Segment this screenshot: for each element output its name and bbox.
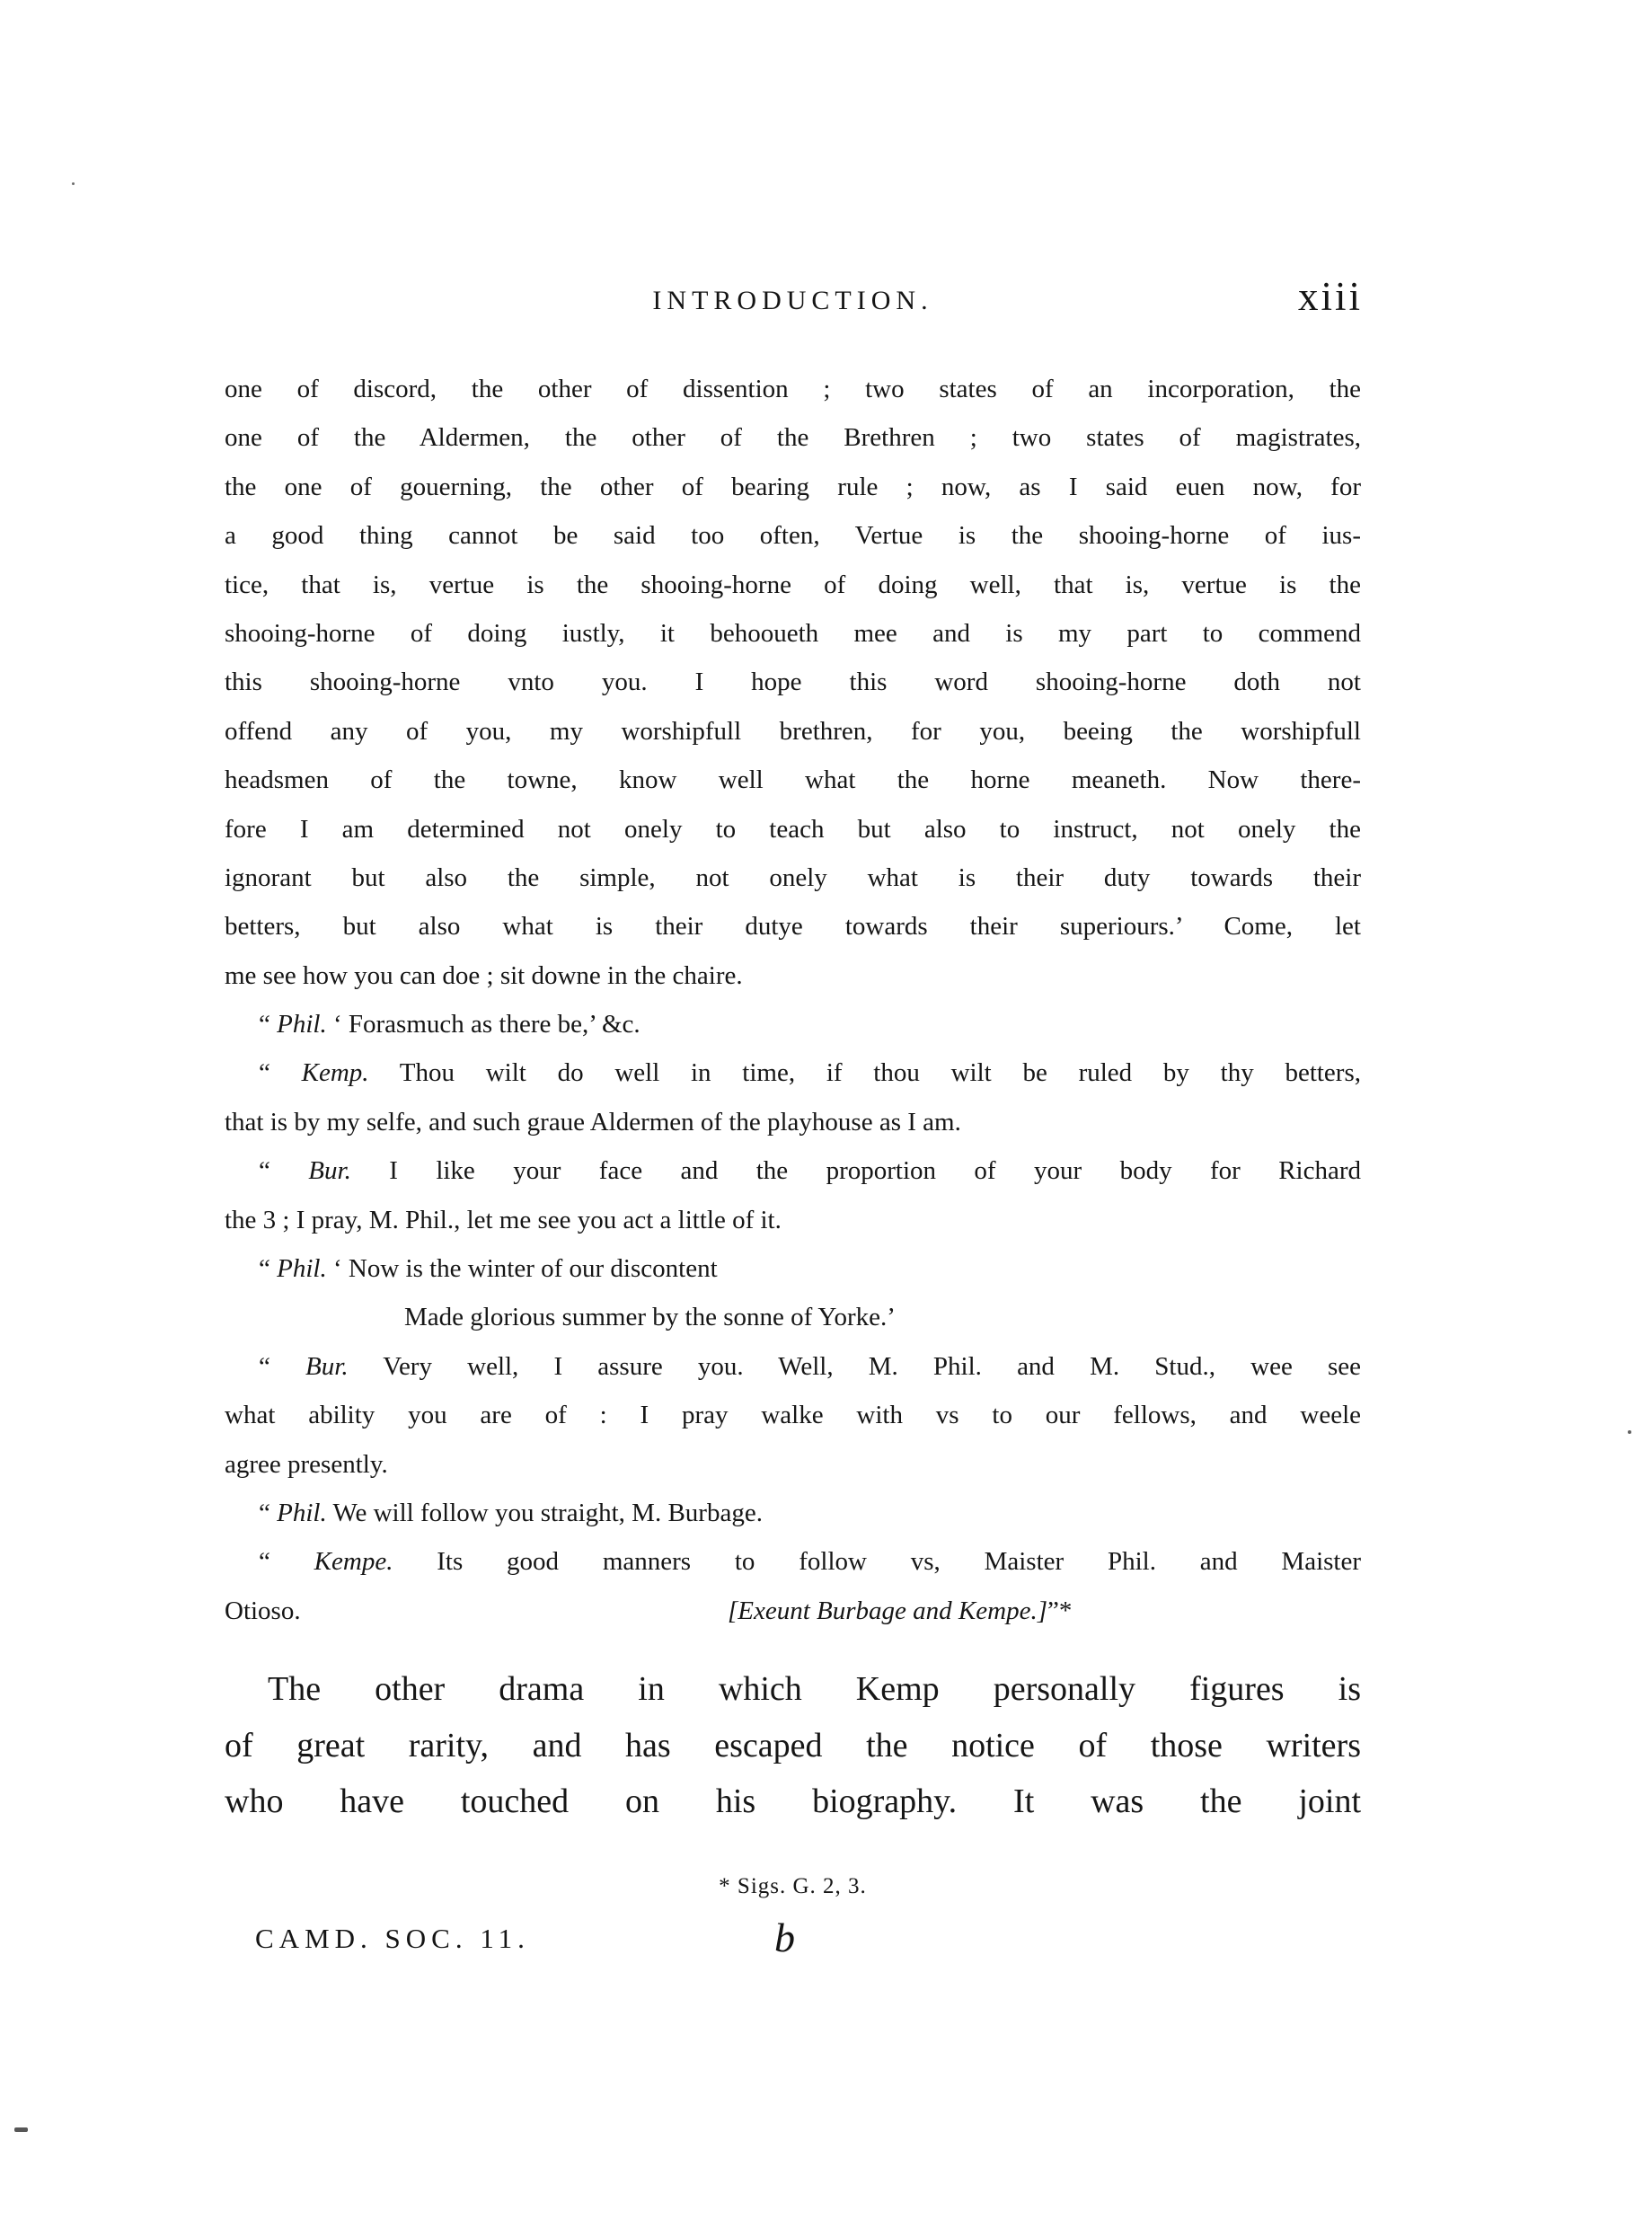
scan-speck [1628, 1430, 1631, 1434]
paragraph-line: one of the Aldermen, the other of the Brethren ; two states of magistrates, [225, 423, 1361, 453]
dialogue-line: what ability you are of : I pray walke with vs to our fellows, and weele [225, 1401, 1361, 1430]
paragraph-line: fore I am determined not onely to teach but also to instruct, not onely the [225, 814, 1361, 844]
page-number: xiii [1297, 274, 1363, 319]
paragraph-line: offend any of you, my worshipfull brethren, for you, beeing the worshipfull [225, 716, 1361, 746]
paragraph-line: the one of gouerning, the other of bearing rule ; now, as I said euen now, for [225, 472, 1361, 501]
paragraph-line: tice, that is, vertue is the shooing-horne of doing well, that is, vertue is the [225, 570, 1361, 599]
paragraph-line: betters, but also what is their dutye towards their superiours.’ Come, let [225, 912, 1361, 942]
paragraph-line: this shooing-horne vnto you. I hope this word shooing-horne doth not [225, 668, 1361, 697]
footer [225, 1915, 1361, 1969]
dialogue-line: Otioso. [Exeunt Burbage and Kempe.]”* [225, 1587, 1361, 1635]
dialogue-line: “ Phil. ‘ Forasmuch as there be,’ &c. [259, 1010, 640, 1039]
imprint: CAMD. SOC. 11. [255, 1923, 530, 1954]
paragraph-line: ignorant but also the simple, not onely what is their duty towards their [225, 862, 1361, 892]
dialogue-line: “ Bur. Very well, I assure you. Well, M. Phil. and M. Stud., wee see [259, 1351, 1361, 1381]
speaker-name: Phil. [277, 1010, 327, 1039]
page-title: INTRODUCTION. [652, 286, 933, 315]
scan-speck [72, 182, 75, 185]
closing-paragraph [225, 1661, 1361, 1830]
dialogue-line: agree presently. [225, 1449, 388, 1479]
closing-paragraph-line: of great rarity, and has escaped the notice of those writers [225, 1726, 1361, 1765]
dialogue-line: that is by my selfe, and such graue Aldermen of the playhouse as I am. [225, 1107, 961, 1137]
dialogue-line: the 3 ; I pray, M. Phil., let me see you act a little of it. [225, 1205, 782, 1234]
speaker-name: Bur. [305, 1351, 349, 1381]
stage-direction: [Exeunt Burbage and Kempe.]”* [728, 1596, 1073, 1625]
running-header [225, 274, 1363, 319]
speaker-name: Phil. [277, 1254, 327, 1284]
speaker-name: Kemp. [301, 1058, 369, 1088]
closing-paragraph-line: who have touched on his biography. It was the joint [225, 1782, 1361, 1820]
dialogue-line: “ Bur. I like your face and the proportion of your body for Richard [259, 1156, 1362, 1186]
closing-paragraph-line: The other drama in which Kemp personally figures is [268, 1670, 1361, 1708]
paragraph-line: one of discord, the other of dissention ; two states of an incorporation, the [225, 375, 1361, 403]
scan-speck [14, 2127, 28, 2132]
dialogue-line: “ Kempe. Its good manners to follow vs, Maister Phil. and Maister [259, 1547, 1361, 1577]
footnote: * Sigs. G. 2, 3. [719, 1874, 867, 1898]
dialogue-line: “ Kemp. Thou wilt do well in time, if thou wilt be ruled by thy betters, [259, 1058, 1361, 1088]
speaker-name: Kempe. [314, 1547, 393, 1577]
main-text-block [225, 365, 1361, 1635]
verse-line: Made glorious summer by the sonne of Yorke.’ [404, 1303, 896, 1332]
dialogue-line: “ Phil. ‘ Now is the winter of our discontent [259, 1254, 718, 1284]
paragraph-line: a good thing cannot be said too often, Vertue is the shooing-horne of ius- [225, 521, 1361, 551]
paragraph-line: me see how you can doe ; sit downe in the chaire. [225, 960, 743, 990]
speaker-name: Phil. [277, 1498, 327, 1527]
dialogue-line: “ Phil. We will follow you straight, M. Burbage. [259, 1498, 763, 1527]
paragraph-line: headsmen of the towne, know well what the horne meaneth. Now there- [225, 765, 1361, 795]
signature-mark: b [774, 1915, 795, 1960]
paragraph-line: shooing-horne of doing iustly, it behooueth mee and is my part to commend [225, 618, 1361, 648]
speaker-name: Bur. [308, 1156, 351, 1186]
